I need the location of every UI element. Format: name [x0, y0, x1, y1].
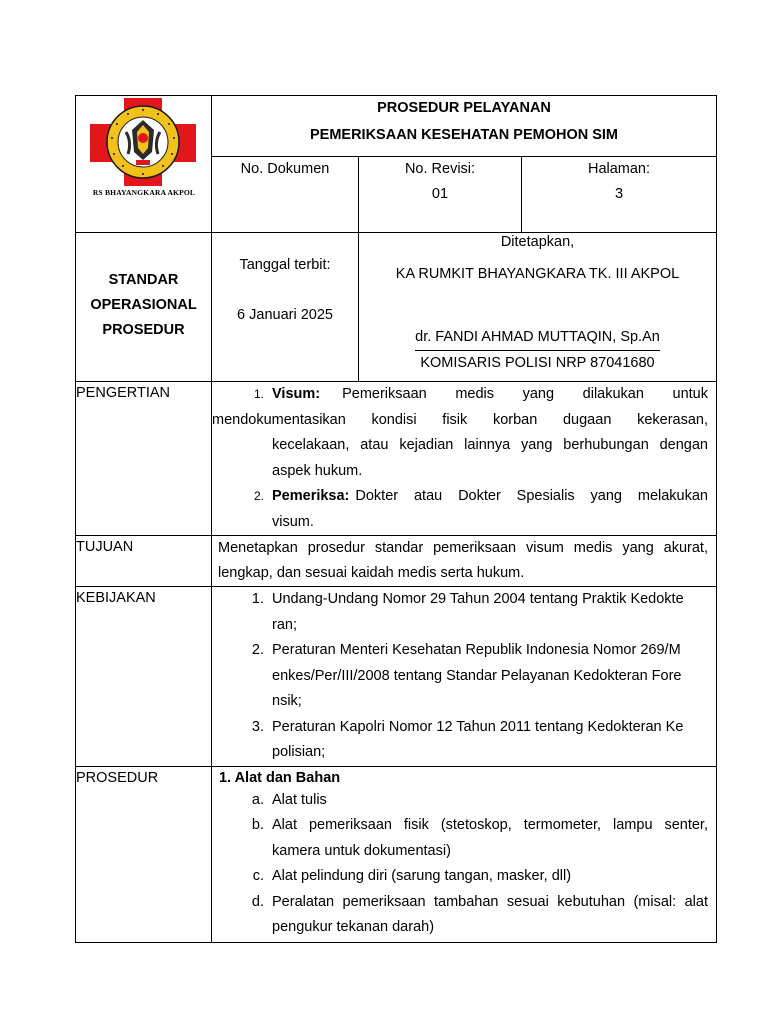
doc-number-cell	[212, 157, 359, 232]
sop-detail-row	[212, 233, 716, 381]
item-line-2: visum.	[272, 513, 314, 530]
list-item-continuation	[212, 433, 716, 459]
item-line-2: kamera untuk dokumentasi)	[272, 842, 451, 859]
item-indent	[212, 510, 272, 536]
item-line-2: ran;	[272, 616, 297, 633]
list-item-continuation	[212, 459, 716, 485]
revision-cell	[359, 157, 522, 232]
pengertian-label: PENGERTIAN	[76, 382, 212, 536]
item-letter: c.	[252, 868, 264, 884]
item-number: 1.	[253, 387, 264, 401]
list-item	[212, 788, 716, 814]
logo-caption: RS BHAYANGKARA AKPOL	[92, 188, 196, 197]
tujuan-content	[212, 536, 717, 587]
doc-number-label: No. Dokumen	[240, 161, 330, 177]
list-item	[212, 890, 716, 916]
approved-label: Ditetapkan,	[500, 234, 575, 250]
list-item	[212, 382, 716, 408]
pengertian-row	[76, 382, 717, 536]
list-item	[212, 715, 716, 741]
item-term: Visum:	[272, 386, 321, 402]
sop-label-line-3: PROSEDUR	[102, 322, 185, 338]
list-item-continuation	[212, 689, 716, 715]
header-right-cell	[212, 96, 717, 233]
item-line-2: polisian;	[272, 744, 326, 760]
item-indent	[212, 664, 272, 690]
item-line-1: Alat tulis	[272, 791, 327, 808]
item-number: 1.	[251, 591, 264, 607]
prosedur-row	[76, 766, 717, 942]
sop-label-cell	[76, 233, 212, 382]
item-line-1-text: Pemeriksaan medis yang dilakukan untuk	[342, 386, 708, 402]
sop-row	[76, 233, 717, 382]
list-item	[212, 484, 716, 510]
item-line-1: Peraturan Kapolri Nomor 12 Tahun 2011 tentang Kedokteran Ke	[272, 718, 684, 735]
document-title	[212, 96, 716, 156]
item-indent	[212, 839, 272, 865]
list-item	[212, 813, 716, 839]
sop-label-line-2: OPERASIONAL	[90, 297, 197, 313]
item-line-1	[272, 382, 708, 408]
page-label: Halaman:	[587, 161, 651, 177]
header-row	[76, 96, 717, 233]
prosedur-heading: 1. Alat dan Bahan	[219, 769, 341, 786]
item-line-2: mendokumentasikan kondisi fisik korban dugaan kekerasan,	[212, 411, 708, 428]
kebijakan-row	[76, 587, 717, 767]
sop-table	[75, 95, 717, 943]
kebijakan-list	[212, 587, 716, 766]
kebijakan-label: KEBIJAKAN	[76, 587, 212, 767]
page-cell	[522, 157, 716, 232]
item-number: 2.	[253, 489, 264, 503]
logo-cell	[76, 96, 212, 233]
approver-title: KA RUMKIT BHAYANGKARA TK. III AKPOL	[395, 266, 680, 282]
list-item-continuation	[212, 915, 716, 941]
item-number: 3.	[251, 718, 264, 735]
item-text	[272, 382, 716, 408]
sop-document	[75, 95, 716, 943]
item-indent	[212, 433, 272, 459]
list-item-continuation	[212, 740, 716, 766]
prosedur-list	[212, 788, 716, 941]
issue-date-cell	[212, 233, 359, 381]
item-indent	[212, 459, 272, 485]
tujuan-line-1: Menetapkan prosedur standar pemeriksaan visum medis yang akurat,	[218, 540, 708, 556]
list-item	[212, 587, 716, 613]
item-term: Pemeriksa:	[272, 488, 350, 504]
revision-label: No. Revisi:	[404, 161, 476, 177]
item-letter: b.	[251, 817, 264, 833]
sop-label-line-1: STANDAR	[108, 272, 179, 288]
issue-date-value: 6 Januari 2025	[237, 307, 333, 323]
item-line-3: nsik;	[272, 693, 302, 709]
item-indent	[212, 915, 272, 941]
item-indent	[212, 740, 272, 766]
item-line-2: enkes/Per/III/2008 tentang Standar Pelayanan Kedokteran Fore	[272, 667, 682, 684]
item-line-3: kecelakaan, atau kejadian lainnya yang berhubungan dengan	[272, 437, 708, 453]
title-line-1: PROSEDUR PELAYANAN	[377, 100, 551, 116]
tujuan-line-2: lengkap, dan sesuai kaidah medis serta hukum.	[218, 565, 525, 581]
list-item-continuation	[212, 613, 716, 639]
item-letter: a.	[251, 791, 264, 808]
list-item-continuation	[212, 664, 716, 690]
item-line-1: Undang-Undang Nomor 29 Tahun 2004 tentang Praktik Kedokte	[272, 591, 684, 607]
item-line-1-text: Dokter atau Dokter Spesialis yang melakukan	[355, 488, 708, 504]
list-item	[212, 638, 716, 664]
tujuan-row	[76, 536, 717, 587]
issue-date-label: Tanggal terbit:	[239, 257, 331, 273]
pengertian-content	[212, 382, 717, 536]
title-line-2: PEMERIKSAAN KESEHATAN PEMOHON SIM	[309, 127, 618, 143]
hospital-logo	[88, 98, 200, 186]
list-item	[212, 864, 716, 890]
list-item-continuation	[212, 839, 716, 865]
tujuan-label: TUJUAN	[76, 536, 212, 587]
sop-label	[76, 233, 211, 343]
document-meta-row	[212, 156, 716, 232]
approver-rank: KOMISARIS POLISI NRP 87041680	[420, 355, 655, 371]
item-line-1: Peralatan pemeriksaan tambahan sesuai kebutuhan (misal: alat	[272, 893, 708, 910]
item-indent	[212, 613, 272, 639]
item-letter: d.	[251, 893, 264, 910]
prosedur-label: PROSEDUR	[76, 766, 212, 942]
item-line-1: Alat pelindung diri (sarung tangan, masker, dll)	[272, 868, 572, 884]
approval-cell	[359, 233, 716, 381]
item-line-4: aspek hukum.	[272, 462, 363, 479]
prosedur-content	[212, 766, 717, 942]
list-item-continuation	[212, 408, 716, 434]
list-item-continuation	[212, 510, 716, 536]
approver-name: dr. FANDI AHMAD MUTTAQIN, Sp.An	[415, 325, 660, 351]
item-number: 2.	[251, 642, 264, 658]
approver-signature	[359, 325, 716, 351]
item-line-1: Alat pemeriksaan fisik (stetoskop, termometer, lampu senter,	[272, 817, 708, 833]
item-text	[272, 484, 716, 510]
revision-value: 01	[431, 186, 449, 202]
item-line-1: Peraturan Menteri Kesehatan Republik Indonesia Nomor 269/M	[272, 642, 681, 658]
item-indent	[212, 689, 272, 715]
hospital-emblem-icon	[88, 98, 200, 186]
sop-detail-cell	[212, 233, 717, 382]
page-value: 3	[614, 186, 624, 202]
item-line-2: pengukur tekanan darah)	[272, 919, 435, 935]
kebijakan-content	[212, 587, 717, 767]
pengertian-list	[212, 382, 716, 535]
